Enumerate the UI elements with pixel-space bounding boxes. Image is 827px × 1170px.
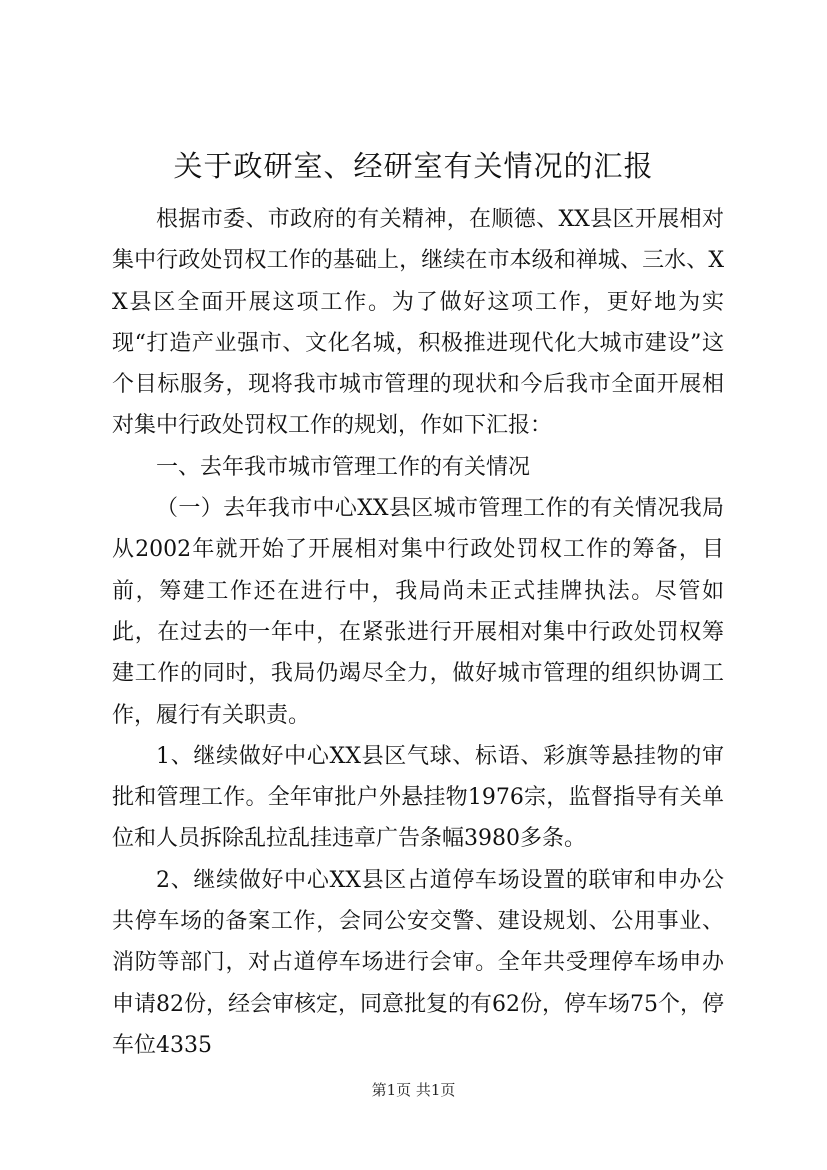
paragraph-item-2: 2、继续做好中心XX县区占道停车场设置的联审和申办公共停车场的备案工作，会同公安交警、建设规划、公用事业、消防等部门，对占道停车场进行会审。全年共受理停车场申办申请82份，经会审核定，同意批复的有62份，停车场75个，停车位4335 — [112, 867, 724, 1058]
section-heading: 一、去年我市城市管理工作的有关情况 — [156, 454, 531, 480]
paragraph-item-1: 1、继续做好中心XX县区气球、标语、彩旗等悬挂物的审批和管理工作。全年审批户外悬挂物1976宗，监督指导有关单位和人员拆除乱拉乱挂违章广告条幅3980多条。 — [112, 743, 724, 852]
document-title: 关于政研室、经研室有关情况的汇报 — [173, 149, 654, 183]
page-number-footer: 第1页 共1页 — [371, 1081, 456, 1099]
document-body — [112, 199, 724, 1066]
paragraph-subsection-1: （一）去年我市中心XX县区城市管理工作的有关情况我局从2002年就开始了开展相对集中行政处罚权工作的筹备，目前，筹建工作还在进行中，我局尚未正式挂牌执法。尽管如此，在过去的一年中，在紧张进行开展相对集中行政处罚权筹建工作的同时，我局仍竭尽全力，做好城市管理的组织协调工作，履行有关职责。 — [112, 496, 724, 728]
paragraph-intro: 根据市委、市政府的有关精神，在顺德、XX县区开展相对集中行政处罚权工作的基础上，继续在市本级和禅城、三水、XX县区全面开展这项工作。为了做好这项工作，更好地为实现“打造产业强市、文化名城，积极推进现代化大城市建设”这个目标服务，现将我市城市管理的现状和今后我市全面开展相对集中行政处罚权工作的规划，作如下汇报： — [112, 207, 724, 439]
